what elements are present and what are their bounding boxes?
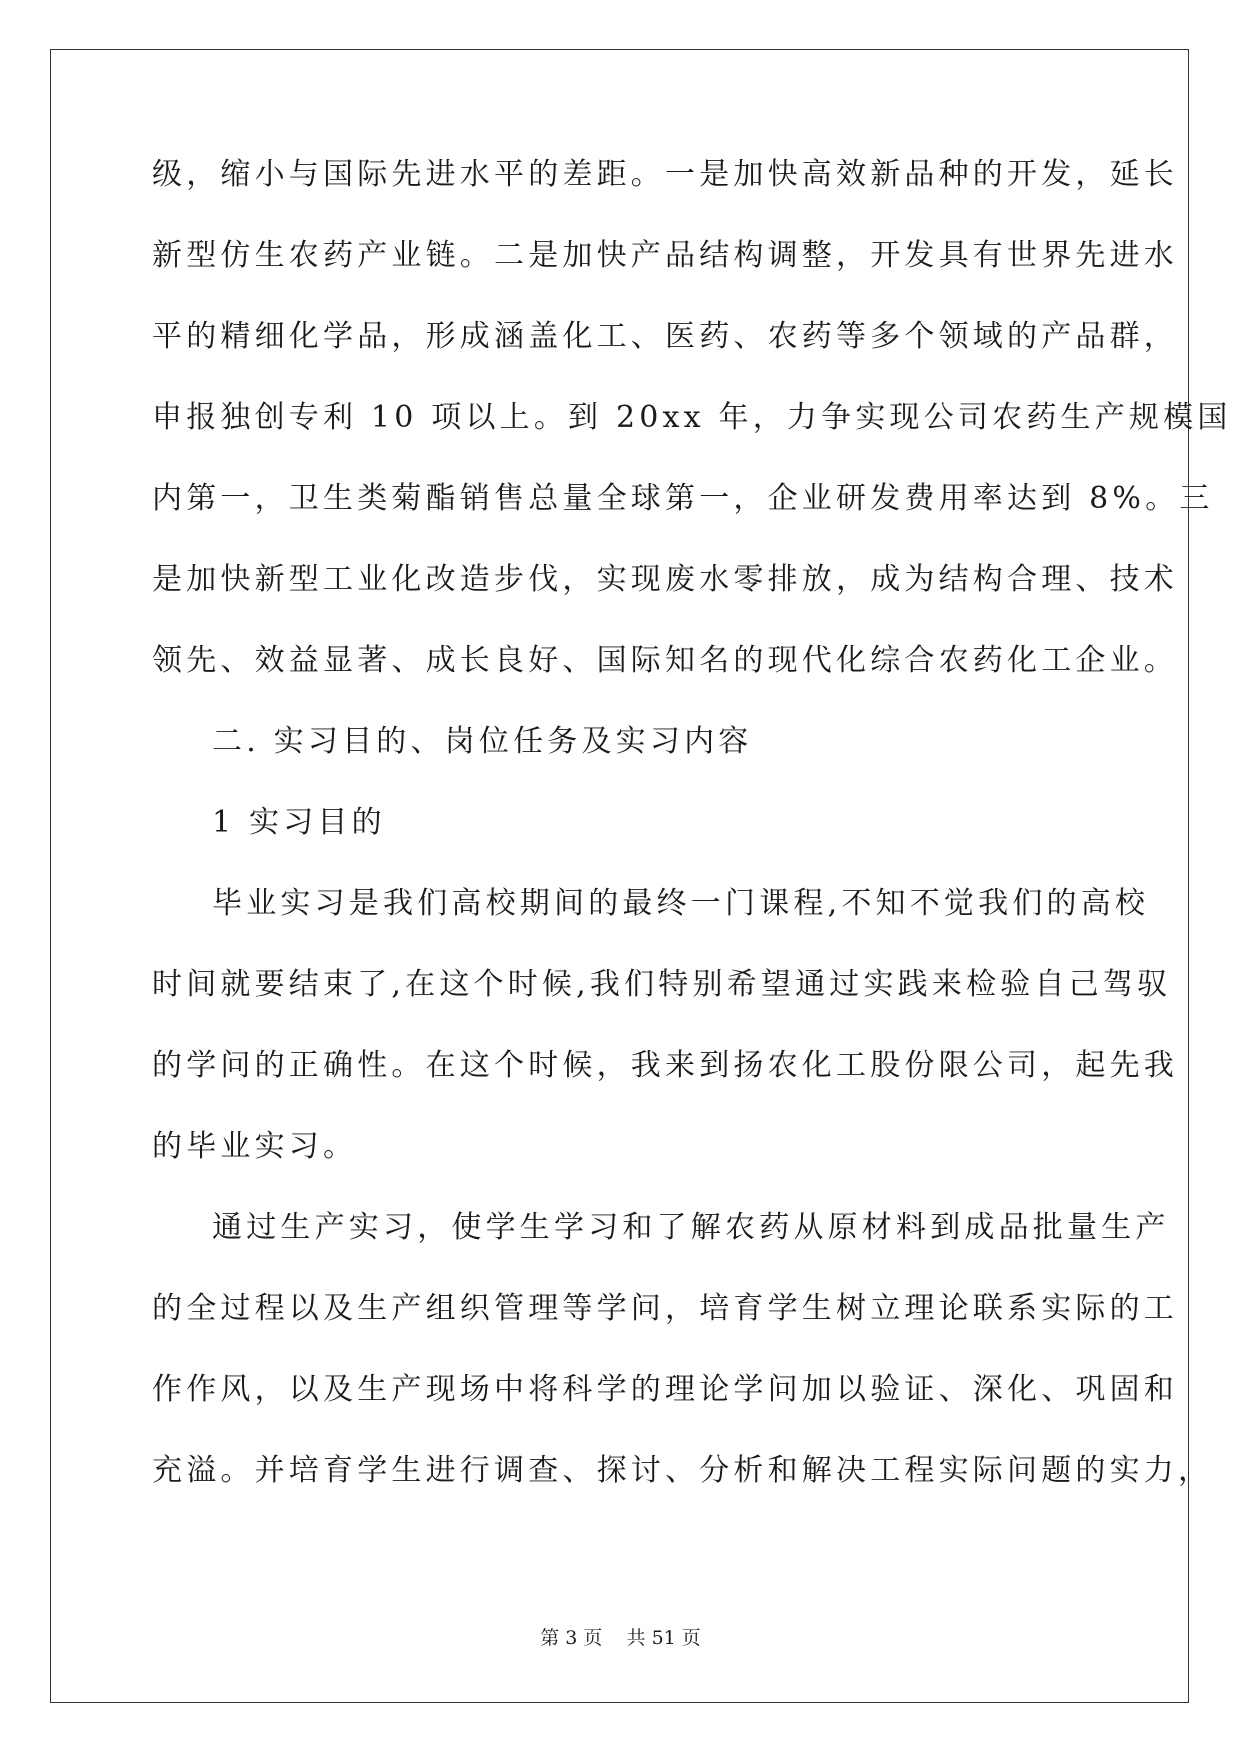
- document-body: [152, 155, 1232, 1532]
- text-line: 毕业实习是我们高校期间的最终一门课程,不知不觉我们的高校: [212, 886, 1150, 921]
- section-heading: 二. 实习目的、岗位任务及实习内容: [212, 724, 753, 759]
- text-line: 是加快新型工业化改造步伐，实现废水零排放，成为结构合理、技术: [152, 562, 1178, 597]
- text-line: 申报独创专利 10 项以上。到 20xx 年，力争实现公司农药生产规模国: [152, 400, 1232, 435]
- text-line: 级，缩小与国际先进水平的差距。一是加快高效新品种的开发，延长: [152, 157, 1178, 192]
- text-line: 作作风，以及生产现场中将科学的理论学问加以验证、深化、巩固和: [152, 1372, 1178, 1407]
- text-line: 的学问的正确性。在这个时候，我来到扬农化工股份限公司，起先我: [152, 1048, 1178, 1083]
- text-line: 充溢。并培育学生进行调查、探讨、分析和解决工程实际问题的实力，: [152, 1453, 1213, 1488]
- page-number-footer: 第 3 页 共 51 页: [540, 1627, 701, 1649]
- text-line: 的毕业实习。: [152, 1129, 358, 1164]
- text-line: 新型仿生农药产业链。二是加快产品结构调整，开发具有世界先进水: [152, 238, 1178, 273]
- text-line: 通过生产实习，使学生学习和了解农药从原材料到成品批量生产: [212, 1210, 1170, 1245]
- text-line: 领先、效益显著、成长良好、国际知名的现代化综合农药化工企业。: [152, 643, 1178, 678]
- text-line: 时间就要结束了,在这个时候,我们特别希望通过实践来检验自己驾驭: [152, 967, 1172, 1002]
- text-line: 内第一，卫生类菊酯销售总量全球第一，企业研发费用率达到 8%。三: [152, 481, 1214, 516]
- subsection-heading: 1 实习目的: [212, 805, 386, 840]
- text-line: 平的精细化学品，形成涵盖化工、医药、农药等多个领域的产品群，: [152, 319, 1178, 354]
- text-line: 的全过程以及生产组织管理等学问，培育学生树立理论联系实际的工: [152, 1291, 1178, 1326]
